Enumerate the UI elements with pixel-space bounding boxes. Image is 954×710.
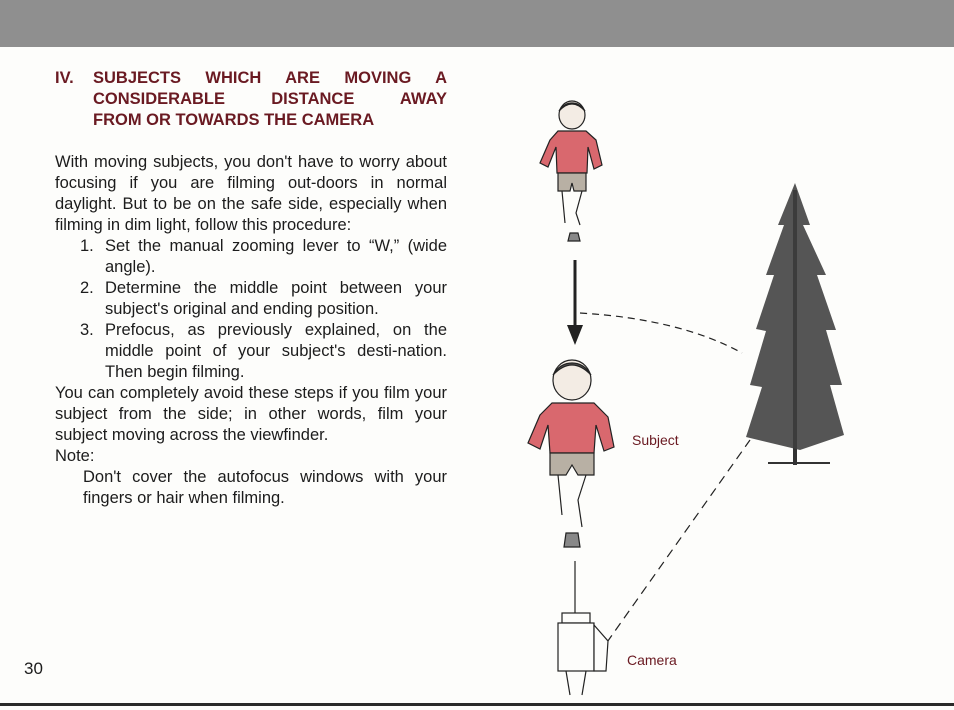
- child-far-illustration: [540, 101, 602, 241]
- intro-paragraph: With moving subjects, you don't have to worry about focusing if you are filming out-doors in normal daylight. But to be on the safe side, especially when filming in dim light, follow this procedure:: [55, 153, 447, 234]
- step-1-text: Set the manual zooming lever to “W,” (wide angle).: [105, 237, 447, 276]
- step-2: [55, 278, 447, 320]
- child-near-illustration: [528, 360, 614, 547]
- step-2-number: 2.: [80, 279, 94, 297]
- body-text: [55, 152, 447, 509]
- dashed-sightline-lower: [598, 440, 750, 655]
- page-number: 30: [24, 659, 43, 678]
- step-2-text: Determine the middle point between your subject's original and ending position.: [105, 279, 447, 318]
- step-3-text: Prefocus, as previously explained, on the middle point of your subject's desti-nation. Then begin filming.: [105, 321, 447, 381]
- filming-diagram: [510, 95, 950, 705]
- camera-illustration: [558, 613, 608, 695]
- tree-illustration: [746, 183, 844, 465]
- note-text: Don't cover the autofocus windows with your fingers or hair when filming.: [83, 468, 447, 507]
- note-label: Note:: [55, 447, 95, 465]
- motion-arrow-head: [567, 325, 583, 345]
- dashed-sightline-upper: [580, 313, 742, 353]
- subject-label: Subject: [632, 432, 679, 448]
- section-number: IV.: [55, 69, 74, 87]
- step-1: [55, 236, 447, 278]
- heading-line-1: SUBJECTS WHICH ARE MOVING A: [93, 69, 447, 87]
- heading-line-2: CONSIDERABLE DISTANCE AWAY: [93, 90, 447, 108]
- heading-line-3: FROM OR TOWARDS THE CAMERA: [93, 111, 375, 129]
- diagram-svg: [510, 95, 950, 705]
- top-gray-band: [0, 0, 954, 47]
- camera-label: Camera: [627, 652, 677, 668]
- side-filming-tip: You can completely avoid these steps if you film your subject from the side; in other words, film your subject moving across the viewfinder.: [55, 384, 447, 444]
- step-3: [55, 320, 447, 383]
- step-3-number: 3.: [80, 321, 94, 339]
- step-1-number: 1.: [80, 237, 94, 255]
- section-heading: [55, 68, 447, 131]
- procedure-steps: [55, 236, 447, 383]
